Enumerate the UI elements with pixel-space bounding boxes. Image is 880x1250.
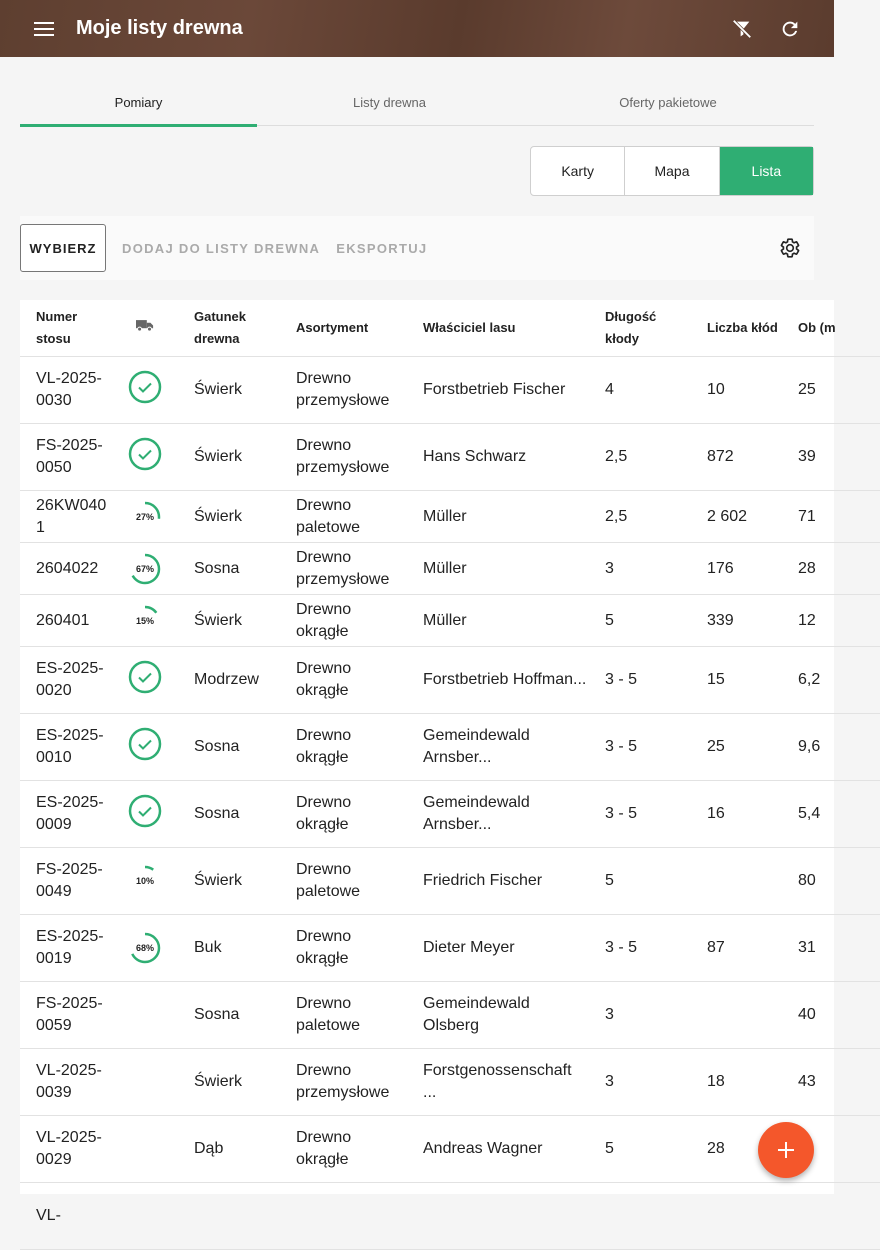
- cell-asortyment: Drewno okrągłe: [280, 595, 407, 647]
- cell-gatunek: Sosna: [178, 543, 280, 595]
- cell-dlugosc: 3 - 5: [589, 781, 691, 848]
- cell-liczba: 18: [691, 1049, 782, 1116]
- cell-objetosc: 80: [782, 848, 880, 915]
- cell-asortyment: Drewno przemysłowe: [280, 357, 407, 424]
- cell-asortyment: [280, 1183, 407, 1250]
- cell-objetosc: 12: [782, 595, 880, 647]
- cell-numer-stosu: FS-2025-0049: [20, 848, 112, 915]
- cell-objetosc: 43: [782, 1049, 880, 1116]
- table-row[interactable]: [20, 982, 880, 1049]
- cell-liczba: 87: [691, 915, 782, 982]
- cell-liczba: 25: [691, 714, 782, 781]
- cell-objetosc: 71: [782, 491, 880, 543]
- cell-wlasciciel: Gemeindewald Olsberg: [407, 982, 589, 1049]
- cell-status: [112, 595, 178, 647]
- cell-dlugosc: 3: [589, 543, 691, 595]
- cell-dlugosc: 3: [589, 1049, 691, 1116]
- table-row[interactable]: [20, 848, 880, 915]
- cell-asortyment: Drewno okrągłe: [280, 714, 407, 781]
- cell-wlasciciel: Dieter Meyer: [407, 915, 589, 982]
- table-row[interactable]: [20, 357, 880, 424]
- check-circle-icon: [128, 437, 162, 471]
- cell-liczba: 339: [691, 595, 782, 647]
- cell-liczba: 28: [691, 1116, 782, 1183]
- cell-liczba: 15: [691, 647, 782, 714]
- table-toolbar: [20, 216, 814, 280]
- cell-dlugosc: 4: [589, 357, 691, 424]
- cell-liczba: 2 602: [691, 491, 782, 543]
- tab-pomiary[interactable]: Pomiary: [20, 78, 257, 126]
- cell-dlugosc: 3 - 5: [589, 647, 691, 714]
- menu-icon: [34, 21, 54, 37]
- cell-status: [112, 915, 178, 982]
- cell-gatunek: Świerk: [178, 491, 280, 543]
- column-settings-button[interactable]: [770, 228, 810, 268]
- cell-dlugosc: 2,5: [589, 491, 691, 543]
- add-measurement-button[interactable]: [758, 1122, 814, 1178]
- plus-icon: [777, 1141, 795, 1159]
- cell-liczba: 10: [691, 357, 782, 424]
- cell-dlugosc: 3 - 5: [589, 714, 691, 781]
- header-asortyment[interactable]: Asortyment: [280, 300, 407, 357]
- cell-status: [112, 491, 178, 543]
- progress-ring: [128, 864, 162, 898]
- app-bar: [0, 0, 834, 57]
- cell-objetosc: 5,4: [782, 781, 880, 848]
- cell-dlugosc: 5: [589, 848, 691, 915]
- table-row[interactable]: [20, 424, 880, 491]
- view-lista-button[interactable]: Lista: [720, 147, 813, 195]
- cell-liczba: 16: [691, 781, 782, 848]
- view-karty-button[interactable]: Karty: [531, 147, 625, 195]
- header-dlugosc[interactable]: Długość kłody: [589, 300, 691, 357]
- cell-asortyment: Drewno paletowe: [280, 848, 407, 915]
- table-row[interactable]: [20, 1183, 880, 1250]
- clear-filter-button[interactable]: [718, 5, 766, 53]
- cell-numer-stosu: VL-2025-0039: [20, 1049, 112, 1116]
- cell-numer-stosu: VL-2025-0030: [20, 357, 112, 424]
- cell-gatunek: Buk: [178, 915, 280, 982]
- gear-icon: [779, 237, 801, 259]
- cell-numer-stosu: ES-2025-0009: [20, 781, 112, 848]
- cell-dlugosc: 3: [589, 982, 691, 1049]
- cell-liczba: 872: [691, 424, 782, 491]
- cell-numer-stosu: FS-2025-0059: [20, 982, 112, 1049]
- add-to-list-button[interactable]: DODAJ DO LISTY DREWNA: [122, 240, 321, 256]
- cell-numer-stosu: 260401: [20, 595, 112, 647]
- cell-wlasciciel: Gemeindewald Arnsber...: [407, 781, 589, 848]
- cell-status: [112, 982, 178, 1049]
- cell-objetosc: 31: [782, 915, 880, 982]
- table-row[interactable]: [20, 595, 880, 647]
- cell-status: [112, 1183, 178, 1250]
- cell-wlasciciel: Müller: [407, 491, 589, 543]
- table-header-row: [20, 300, 880, 357]
- progress-label: 68%: [135, 943, 154, 953]
- cell-numer-stosu: 26KW0401: [20, 491, 112, 543]
- cell-dlugosc: 5: [589, 1116, 691, 1183]
- cell-asortyment: Drewno okrągłe: [280, 915, 407, 982]
- cell-liczba: 176: [691, 543, 782, 595]
- cell-asortyment: Drewno paletowe: [280, 491, 407, 543]
- check-circle-icon: [128, 794, 162, 828]
- cell-asortyment: Drewno przemysłowe: [280, 543, 407, 595]
- check-circle-icon: [128, 370, 162, 404]
- progress-ring: [128, 931, 162, 965]
- cell-objetosc: 25: [782, 357, 880, 424]
- check-circle-icon: [128, 660, 162, 694]
- cell-status: [112, 714, 178, 781]
- cell-asortyment: Drewno okrągłe: [280, 647, 407, 714]
- export-button[interactable]: EKSPORTUJ: [336, 240, 428, 256]
- progress-ring: [128, 604, 162, 638]
- cell-gatunek: Świerk: [178, 848, 280, 915]
- view-toggle: [530, 146, 814, 196]
- cell-status: [112, 357, 178, 424]
- table-row[interactable]: [20, 543, 880, 595]
- filter-off-icon: [731, 18, 753, 40]
- tab-oferty-pakietowe[interactable]: Oferty pakietowe: [619, 94, 717, 110]
- cell-gatunek: Sosna: [178, 781, 280, 848]
- cell-status: [112, 1049, 178, 1116]
- cell-dlugosc: [589, 1183, 691, 1250]
- progress-label: 10%: [135, 876, 154, 886]
- table-row[interactable]: [20, 1116, 880, 1183]
- cell-gatunek: Sosna: [178, 714, 280, 781]
- header-transport[interactable]: [112, 300, 178, 357]
- cell-asortyment: Drewno przemysłowe: [280, 424, 407, 491]
- cell-status: [112, 848, 178, 915]
- cell-numer-stosu: ES-2025-0010: [20, 714, 112, 781]
- cell-wlasciciel: Hans Schwarz: [407, 424, 589, 491]
- table-row[interactable]: [20, 491, 880, 543]
- view-mapa-button[interactable]: Mapa: [625, 147, 719, 195]
- progress-ring: [128, 500, 162, 534]
- measurements-table: [20, 300, 836, 1224]
- cell-numer-stosu: ES-2025-0020: [20, 647, 112, 714]
- cell-dlugosc: 5: [589, 595, 691, 647]
- table-row[interactable]: [20, 781, 880, 848]
- cell-wlasciciel: Forstgenossenschaft ...: [407, 1049, 589, 1116]
- truck-icon: [136, 319, 154, 332]
- cell-wlasciciel: [407, 1183, 589, 1250]
- table-row[interactable]: [20, 915, 880, 982]
- cell-gatunek: [178, 1183, 280, 1250]
- cell-asortyment: Drewno paletowe: [280, 982, 407, 1049]
- cell-status: [112, 543, 178, 595]
- cell-objetosc: 39: [782, 424, 880, 491]
- cell-liczba: [691, 1183, 782, 1250]
- cell-asortyment: Drewno okrągłe: [280, 781, 407, 848]
- cell-asortyment: Drewno przemysłowe: [280, 1049, 407, 1116]
- header-numer-stosu[interactable]: Numer stosu: [20, 300, 112, 357]
- progress-label: 67%: [135, 563, 154, 574]
- header-gatunek[interactable]: Gatunek drewna: [178, 300, 280, 357]
- cell-wlasciciel: Forstbetrieb Hoffman...: [407, 647, 589, 714]
- header-liczba[interactable]: Liczba kłód: [691, 300, 782, 357]
- cell-asortyment: Drewno okrągłe: [280, 1116, 407, 1183]
- check-circle-icon: [128, 727, 162, 761]
- cell-gatunek: Świerk: [178, 595, 280, 647]
- cell-gatunek: Świerk: [178, 424, 280, 491]
- cell-objetosc: [782, 1183, 880, 1250]
- cell-gatunek: Dąb: [178, 1116, 280, 1183]
- progress-label: 15%: [135, 615, 154, 626]
- cell-gatunek: Modrzew: [178, 647, 280, 714]
- cell-status: [112, 647, 178, 714]
- cell-objetosc: 9,6: [782, 714, 880, 781]
- cell-numer-stosu: 2604022: [20, 543, 112, 595]
- tab-listy-drewna[interactable]: Listy drewna: [353, 94, 426, 110]
- header-objetosc[interactable]: Ob (m: [782, 300, 880, 357]
- menu-button[interactable]: [0, 0, 88, 57]
- cell-wlasciciel: Müller: [407, 595, 589, 647]
- cell-gatunek: Świerk: [178, 1049, 280, 1116]
- table-row[interactable]: [20, 1049, 880, 1116]
- cell-objetosc: 6,2: [782, 647, 880, 714]
- tab-bar: [20, 78, 814, 126]
- cell-dlugosc: 2,5: [589, 424, 691, 491]
- cell-gatunek: Świerk: [178, 357, 280, 424]
- cell-wlasciciel: Andreas Wagner: [407, 1116, 589, 1183]
- cell-objetosc: 40: [782, 982, 880, 1049]
- select-button[interactable]: WYBIERZ: [20, 224, 106, 272]
- header-wlasciciel[interactable]: Właściciel lasu: [407, 300, 589, 357]
- cell-gatunek: Sosna: [178, 982, 280, 1049]
- cell-wlasciciel: Gemeindewald Arnsber...: [407, 714, 589, 781]
- cell-wlasciciel: Friedrich Fischer: [407, 848, 589, 915]
- page-title: Moje listy drewna: [76, 17, 243, 39]
- cell-wlasciciel: Müller: [407, 543, 589, 595]
- progress-ring: [128, 552, 162, 586]
- cell-status: [112, 781, 178, 848]
- cell-liczba: [691, 848, 782, 915]
- table-row[interactable]: [20, 647, 880, 714]
- cell-wlasciciel: Forstbetrieb Fischer: [407, 357, 589, 424]
- table-row[interactable]: [20, 714, 880, 781]
- refresh-button[interactable]: [766, 5, 814, 53]
- cell-numer-stosu: VL-2025-0029: [20, 1116, 112, 1183]
- cell-numer-stosu: VL-: [20, 1183, 112, 1250]
- progress-label: 27%: [135, 511, 154, 522]
- cell-numer-stosu: FS-2025-0050: [20, 424, 112, 491]
- cell-objetosc: 28: [782, 543, 880, 595]
- cell-dlugosc: 3 - 5: [589, 915, 691, 982]
- cell-status: [112, 1116, 178, 1183]
- cell-liczba: [691, 982, 782, 1049]
- cell-status: [112, 424, 178, 491]
- cell-numer-stosu: ES-2025-0019: [20, 915, 112, 982]
- refresh-icon: [779, 18, 801, 40]
